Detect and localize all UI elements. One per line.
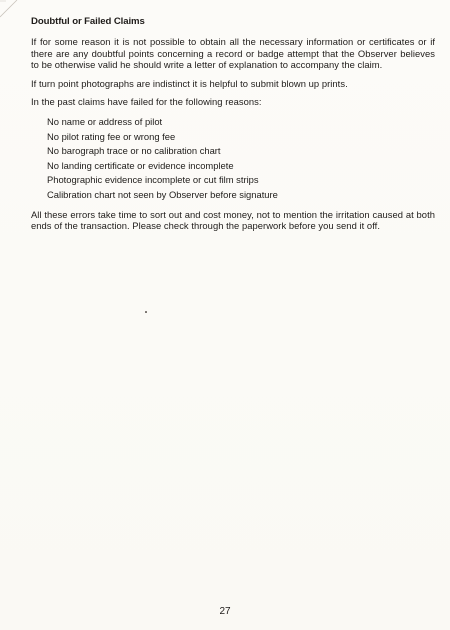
paragraph-photographs: If turn point photographs are indistinct it is helpful to submit blown up prints. (31, 77, 348, 89)
paragraph-closing: All these errors take time to sort out and cost money, not to mention the irritation caused at both ends of the transaction. Please check through the paperwork before you send it off. (31, 208, 435, 232)
page-number: 27 (219, 606, 231, 617)
list-item: No landing certificate or evidence incomplete (47, 159, 234, 171)
paragraph-explanation: If for some reason it is not possible to obtain all the necessary information or certificates or if there are any doubtful points concerning a record or badge attempt that the Observer believes to be otherwise valid he should write a letter of explanation to accompany the claim. (31, 36, 435, 71)
list-item: No pilot rating fee or wrong fee (47, 130, 176, 142)
section-heading: Doubtful or Failed Claims (31, 16, 145, 27)
list-item: Calibration chart not seen by Observer before signature (47, 188, 278, 200)
page-corner-mark (0, 0, 18, 18)
list-item: Photographic evidence incomplete or cut film strips (47, 174, 259, 186)
paragraph-reasons-intro: In the past claims have failed for the following reasons: (31, 96, 262, 108)
page-content (31, 16, 435, 239)
print-speck (145, 311, 147, 313)
failure-reasons-list (31, 115, 435, 203)
list-item: No barograph trace or no calibration chart (47, 145, 221, 157)
list-item: No name or address of pilot (47, 115, 163, 127)
